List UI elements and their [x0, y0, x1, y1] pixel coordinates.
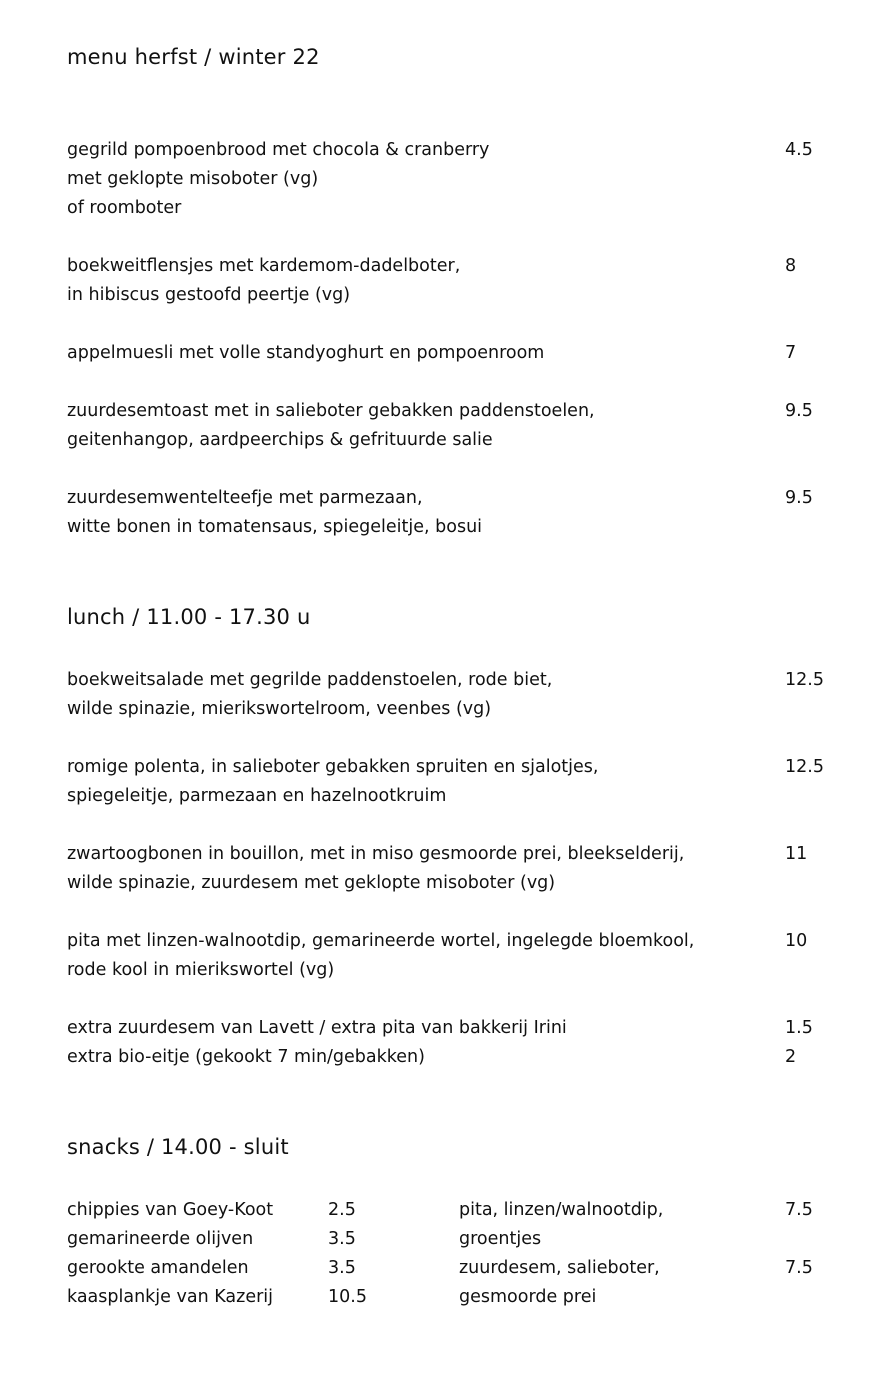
menu-item-line: appelmuesli met volle standyoghurt en pompoenroom [67, 343, 545, 363]
snack-name: gerookte amandelen [67, 1258, 249, 1278]
menu-item-price: 7 [785, 343, 797, 363]
snack-name: groentjes [459, 1229, 542, 1249]
menu-item-line: of roomboter [67, 198, 182, 218]
snack-name: gemarineerde olijven [67, 1229, 254, 1249]
snack-price: 7.5 [785, 1258, 813, 1278]
menu-item-line: romige polenta, in salieboter gebakken spruiten en sjalotjes, [67, 757, 599, 777]
snack-price: 3.5 [328, 1229, 356, 1249]
menu-item-price: 12.5 [785, 670, 824, 690]
menu-item-line: rode kool in mierikswortel (vg) [67, 960, 335, 980]
snacks-right-prices [785, 1196, 813, 1312]
menu-item [67, 753, 827, 811]
menu-item-line: wilde spinazie, mierikswortelroom, veenbes (vg) [67, 699, 492, 719]
snack-price [785, 1283, 813, 1312]
menu-item-price: 12.5 [785, 757, 824, 777]
menu-item-price: 1.5 [785, 1018, 813, 1038]
menu-item-price: 9.5 [785, 488, 813, 508]
snack-price: 7.5 [785, 1200, 813, 1220]
menu-item [67, 484, 827, 542]
snacks-right-names [459, 1196, 663, 1312]
snack-name: zuurdesem, salieboter, [459, 1258, 660, 1278]
section-title-lunch: lunch / 11.00 - 17.30 u [67, 605, 311, 629]
snack-price: 2.5 [328, 1200, 356, 1220]
menu-item-line: boekweitflensjes met kardemom-dadelboter, [67, 256, 461, 276]
menu-item [67, 840, 827, 898]
menu-item [67, 252, 827, 310]
snack-name: gesmoorde prei [459, 1287, 597, 1307]
menu-item-price: 8 [785, 256, 797, 276]
menu-item-line: zwartoogbonen in bouillon, met in miso gesmoorde prei, bleekselderij, [67, 844, 685, 864]
menu-item-line: extra zuurdesem van Lavett / extra pita van bakkerij Irini [67, 1018, 567, 1038]
snack-name: pita, linzen/walnootdip, [459, 1200, 664, 1220]
menu-item [67, 136, 827, 223]
menu-item-price: 11 [785, 844, 808, 864]
menu-item-price: 4.5 [785, 140, 813, 160]
menu-item-line: pita met linzen-walnootdip, gemarineerde wortel, ingelegde bloemkool, [67, 931, 695, 951]
menu-item-line: zuurdesemtoast met in salieboter gebakken paddenstoelen, [67, 401, 595, 421]
menu-item-line: gegrild pompoenbrood met chocola & cranberry [67, 140, 490, 160]
section-title-breakfast: menu herfst / winter 22 [67, 45, 320, 69]
snack-name: kaasplankje van Kazerij [67, 1287, 274, 1307]
section-title-snacks: snacks / 14.00 - sluit [67, 1135, 289, 1159]
menu-item-line: extra bio-eitje (gekookt 7 min/gebakken) [67, 1047, 425, 1067]
menu-item-line: met geklopte misoboter (vg) [67, 169, 319, 189]
snack-price: 10.5 [328, 1287, 367, 1307]
menu-item [67, 927, 827, 985]
menu-item [67, 397, 827, 455]
snacks-left-prices [328, 1196, 367, 1312]
menu-item-line: in hibiscus gestoofd peertje (vg) [67, 285, 351, 305]
snack-price [785, 1225, 813, 1254]
menu-item-price: 9.5 [785, 401, 813, 421]
menu-item-line: spiegeleitje, parmezaan en hazelnootkruim [67, 786, 447, 806]
menu-item-line: witte bonen in tomatensaus, spiegeleitje, bosui [67, 517, 483, 537]
menu-item [67, 339, 827, 368]
menu-item-price: 2 [785, 1047, 797, 1067]
snack-price: 3.5 [328, 1258, 356, 1278]
menu-item [67, 1014, 827, 1072]
menu-item-line: boekweitsalade met gegrilde paddenstoelen, rode biet, [67, 670, 553, 690]
menu-item-line: wilde spinazie, zuurdesem met geklopte misoboter (vg) [67, 873, 556, 893]
menu-item-line: geitenhangop, aardpeerchips & gefrituurde salie [67, 430, 493, 450]
snacks-left-names [67, 1196, 273, 1312]
snack-name: chippies van Goey-Koot [67, 1200, 274, 1220]
menu-item [67, 666, 827, 724]
menu-item-price: 10 [785, 931, 808, 951]
menu-item-line: zuurdesemwentelteefje met parmezaan, [67, 488, 423, 508]
